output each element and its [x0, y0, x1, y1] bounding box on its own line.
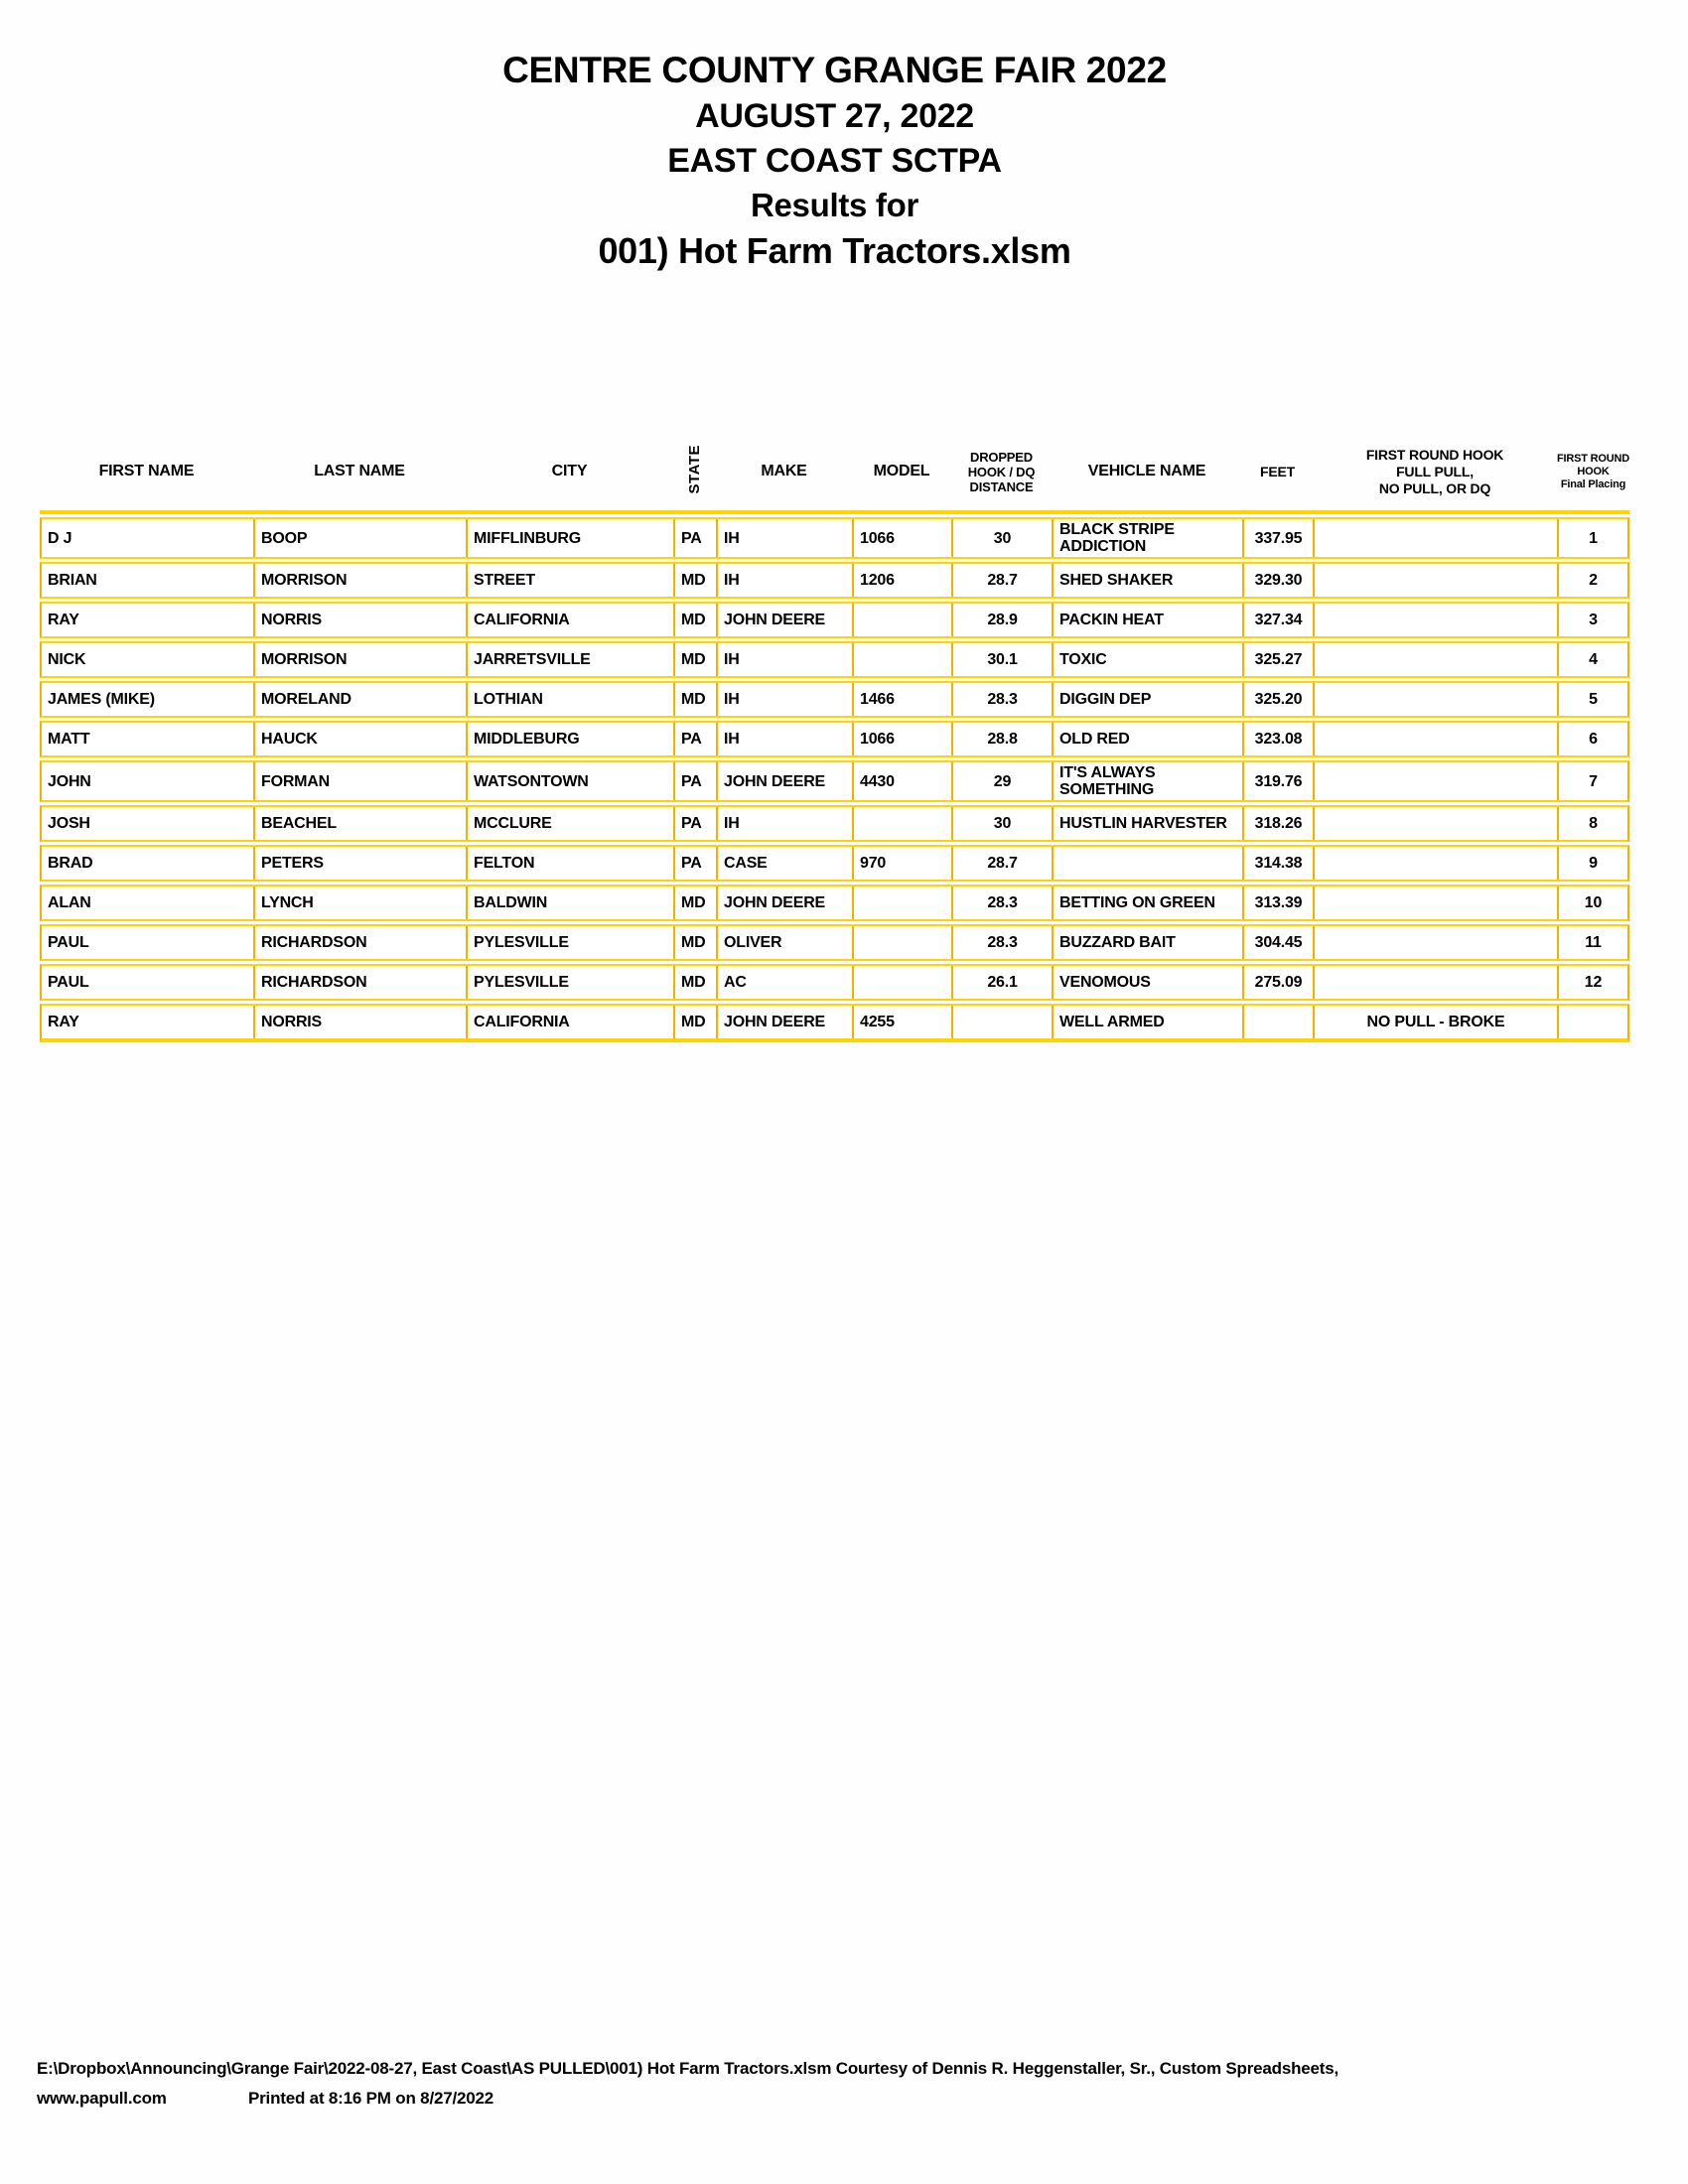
header-dropped-line1: DROPPED [970, 449, 1033, 465]
cell-feet: 327.34 [1244, 604, 1315, 636]
cell-first-round-hook [1315, 723, 1559, 755]
header-dropped-distance [951, 450, 1052, 494]
table-row [40, 721, 1629, 757]
cell-last-name: BEACHEL [255, 807, 468, 840]
cell-first-name: PAUL [42, 966, 255, 999]
results-for-label: Results for [750, 187, 919, 223]
cell-city: BALDWIN [468, 887, 675, 919]
cell-dropped-distance: 28.3 [953, 887, 1054, 919]
cell-vehicle-name: BUZZARD BAIT [1054, 926, 1244, 959]
header-state-label: STATE [686, 444, 703, 494]
cell-city: LOTHIAN [468, 683, 675, 716]
cell-model: 1066 [854, 519, 953, 557]
cell-first-round-hook: NO PULL - BROKE [1315, 1006, 1559, 1038]
cell-dropped-distance: 28.3 [953, 926, 1054, 959]
header-last-name: LAST NAME [314, 463, 405, 479]
table-row [40, 517, 1629, 559]
header-hook-line3: NO PULL, OR DQ [1378, 479, 1491, 496]
cell-city: PYLESVILLE [468, 966, 675, 999]
cell-state: MD [675, 1006, 718, 1038]
cell-first-name: JOHN [42, 762, 255, 800]
header-model: MODEL [873, 463, 930, 479]
footer-line2 [37, 2089, 1338, 2109]
cell-model [854, 926, 953, 959]
cell-first-name: ALAN [42, 887, 255, 919]
cell-feet: 304.45 [1244, 926, 1315, 959]
cell-first-name: BRIAN [42, 564, 255, 597]
cell-last-name: BOOP [255, 519, 468, 557]
cell-dropped-distance: 30.1 [953, 643, 1054, 676]
cell-city: PYLESVILLE [468, 926, 675, 959]
class-file-name: 001) Hot Farm Tractors.xlsm [598, 230, 1071, 271]
cell-vehicle-name: HUSTLIN HARVESTER [1054, 807, 1244, 840]
header-vehicle-name: VEHICLE NAME [1087, 463, 1206, 479]
cell-last-name: MORRISON [255, 643, 468, 676]
cell-model: 1206 [854, 564, 953, 597]
table-body [40, 517, 1629, 1042]
cell-final-placing: 11 [1585, 934, 1602, 951]
cell-last-name: NORRIS [255, 1006, 468, 1038]
table-row [40, 1004, 1629, 1042]
cell-last-name: MORRISON [255, 564, 468, 597]
cell-feet: 323.08 [1244, 723, 1315, 755]
cell-first-round-hook [1315, 762, 1559, 800]
table-row [40, 885, 1629, 921]
cell-first-name: PAUL [42, 926, 255, 959]
cell-feet: 319.76 [1244, 762, 1315, 800]
page-title: CENTRE COUNTY GRANGE FAIR 2022 [502, 50, 1167, 90]
cell-city: MCCLURE [468, 807, 675, 840]
cell-first-name: RAY [42, 604, 255, 636]
cell-feet: 314.38 [1244, 847, 1315, 880]
cell-vehicle-name: VENOMOUS [1054, 966, 1244, 999]
cell-last-name: HAUCK [255, 723, 468, 755]
footer-file-path: E:\Dropbox\Announcing\Grange Fair\2022-08-27, East Coast\AS PULLED\001) Hot Farm Tractors.xlsm Courtesy of Dennis R. Heggenstaller, Sr., Custom Spreadsheets, [37, 2059, 1339, 2078]
cell-vehicle-name: BLACK STRIPE ADDICTION [1054, 519, 1244, 557]
cell-dropped-distance: 28.7 [953, 847, 1054, 880]
cell-model: 970 [854, 847, 953, 880]
cell-first-name: JAMES (MIKE) [42, 683, 255, 716]
cell-vehicle-name: WELL ARMED [1054, 1006, 1244, 1038]
cell-last-name: RICHARDSON [255, 966, 468, 999]
cell-make: IH [718, 519, 854, 557]
cell-final-placing: 5 [1589, 691, 1598, 708]
cell-city: CALIFORNIA [468, 604, 675, 636]
cell-first-round-hook [1315, 519, 1559, 557]
cell-final-placing: 7 [1589, 772, 1598, 790]
cell-city: JARRETSVILLE [468, 643, 675, 676]
cell-last-name: PETERS [255, 847, 468, 880]
cell-make: JOHN DEERE [718, 762, 854, 800]
cell-state: MD [675, 683, 718, 716]
title-block [40, 52, 1629, 269]
cell-city: FELTON [468, 847, 675, 880]
cell-vehicle-name: TOXIC [1054, 643, 1244, 676]
cell-make: JOHN DEERE [718, 1006, 854, 1038]
cell-first-round-hook [1315, 604, 1559, 636]
cell-first-round-hook [1315, 887, 1559, 919]
cell-state: PA [675, 762, 718, 800]
cell-dropped-distance: 28.3 [953, 683, 1054, 716]
cell-make: IH [718, 564, 854, 597]
cell-make: IH [718, 683, 854, 716]
table-row [40, 924, 1629, 961]
cell-feet [1244, 1006, 1315, 1038]
cell-make: JOHN DEERE [718, 887, 854, 919]
header-divider-line [40, 510, 1629, 514]
cell-make: AC [718, 966, 854, 999]
cell-vehicle-name: DIGGIN DEP [1054, 683, 1244, 716]
cell-first-round-hook [1315, 926, 1559, 959]
cell-vehicle-name: IT'S ALWAYS SOMETHING [1054, 762, 1244, 800]
footer-printed-at: Printed at 8:16 PM on 8/27/2022 [248, 2089, 494, 2108]
page-footer [37, 2059, 1338, 2109]
header-placing-line3: Final Placing [1560, 478, 1626, 490]
cell-dropped-distance [953, 1006, 1054, 1038]
cell-final-placing: 6 [1589, 731, 1598, 748]
header-first-round-hook [1313, 447, 1557, 497]
cell-state: PA [675, 519, 718, 557]
header-placing-line1: FIRST ROUND [1557, 452, 1629, 465]
table-row [40, 641, 1629, 678]
cell-first-round-hook [1315, 683, 1559, 716]
table-row [40, 760, 1629, 802]
cell-state: MD [675, 926, 718, 959]
cell-first-name: BRAD [42, 847, 255, 880]
cell-state: MD [675, 604, 718, 636]
header-city: CITY [551, 463, 588, 479]
cell-final-placing: 12 [1584, 974, 1603, 991]
cell-make: CASE [718, 847, 854, 880]
cell-make: IH [718, 723, 854, 755]
cell-dropped-distance: 30 [953, 519, 1054, 557]
cell-model: 1066 [854, 723, 953, 755]
header-hook-line2: FULL PULL, [1396, 463, 1474, 479]
cell-feet: 325.27 [1244, 643, 1315, 676]
cell-last-name: RICHARDSON [255, 926, 468, 959]
header-hook-line1: FIRST ROUND HOOK [1365, 446, 1504, 463]
cell-feet: 329.30 [1244, 564, 1315, 597]
cell-first-round-hook [1315, 564, 1559, 597]
cell-last-name: FORMAN [255, 762, 468, 800]
table-header-row [40, 433, 1629, 510]
event-date: AUGUST 27, 2022 [695, 97, 974, 135]
cell-vehicle-name: SHED SHAKER [1054, 564, 1244, 597]
table-row [40, 602, 1629, 638]
cell-model [854, 807, 953, 840]
cell-state: PA [675, 807, 718, 840]
cell-make: IH [718, 807, 854, 840]
cell-dropped-distance: 28.8 [953, 723, 1054, 755]
cell-state: MD [675, 887, 718, 919]
cell-model [854, 604, 953, 636]
cell-first-round-hook [1315, 847, 1559, 880]
cell-final-placing [1559, 1006, 1627, 1038]
cell-vehicle-name: BETTING ON GREEN [1054, 887, 1244, 919]
cell-final-placing: 10 [1584, 894, 1603, 911]
cell-last-name: NORRIS [255, 604, 468, 636]
cell-vehicle-name [1054, 847, 1244, 880]
cell-city: CALIFORNIA [468, 1006, 675, 1038]
cell-feet: 275.09 [1244, 966, 1315, 999]
cell-first-round-hook [1315, 807, 1559, 840]
table-row [40, 681, 1629, 718]
cell-first-name: NICK [42, 643, 255, 676]
cell-model: 4255 [854, 1006, 953, 1038]
cell-first-name: D J [42, 519, 255, 557]
cell-last-name: MORELAND [255, 683, 468, 716]
header-placing-line2: HOOK [1577, 465, 1610, 478]
cell-dropped-distance: 29 [953, 762, 1054, 800]
header-state [673, 445, 716, 498]
table-row [40, 964, 1629, 1001]
cell-vehicle-name: OLD RED [1054, 723, 1244, 755]
cell-first-name: MATT [42, 723, 255, 755]
cell-model: 4430 [854, 762, 953, 800]
cell-model: 1466 [854, 683, 953, 716]
cell-feet: 337.95 [1244, 519, 1315, 557]
cell-state: MD [675, 564, 718, 597]
cell-final-placing: 1 [1589, 529, 1598, 547]
cell-state: MD [675, 966, 718, 999]
cell-city: MIFFLINBURG [468, 519, 675, 557]
table-row [40, 845, 1629, 882]
cell-first-round-hook [1315, 966, 1559, 999]
cell-model [854, 643, 953, 676]
results-table [40, 433, 1629, 1042]
association-name: EAST COAST SCTPA [667, 142, 1002, 180]
cell-dropped-distance: 28.7 [953, 564, 1054, 597]
header-first-name: FIRST NAME [98, 463, 195, 479]
cell-city: STREET [468, 564, 675, 597]
cell-state: MD [675, 643, 718, 676]
cell-final-placing: 9 [1589, 855, 1598, 872]
cell-make: JOHN DEERE [718, 604, 854, 636]
cell-feet: 318.26 [1244, 807, 1315, 840]
cell-first-round-hook [1315, 643, 1559, 676]
cell-final-placing: 2 [1589, 572, 1598, 589]
header-dropped-line3: DISTANCE [969, 478, 1034, 494]
cell-model [854, 966, 953, 999]
cell-dropped-distance: 26.1 [953, 966, 1054, 999]
cell-feet: 325.20 [1244, 683, 1315, 716]
cell-make: IH [718, 643, 854, 676]
cell-first-name: RAY [42, 1006, 255, 1038]
cell-vehicle-name: PACKIN HEAT [1054, 604, 1244, 636]
header-make: MAKE [761, 463, 807, 479]
cell-feet: 313.39 [1244, 887, 1315, 919]
cell-city: MIDDLEBURG [468, 723, 675, 755]
cell-city: WATSONTOWN [468, 762, 675, 800]
header-final-placing [1557, 453, 1629, 491]
cell-dropped-distance: 28.9 [953, 604, 1054, 636]
cell-final-placing: 8 [1589, 815, 1598, 832]
cell-final-placing: 3 [1589, 612, 1598, 628]
cell-final-placing: 4 [1589, 651, 1598, 668]
cell-last-name: LYNCH [255, 887, 468, 919]
table-row [40, 562, 1629, 599]
cell-model [854, 887, 953, 919]
cell-dropped-distance: 30 [953, 807, 1054, 840]
footer-website: www.papull.com [37, 2089, 167, 2108]
cell-make: OLIVER [718, 926, 854, 959]
table-row [40, 805, 1629, 842]
header-dropped-line2: HOOK / DQ [967, 464, 1036, 479]
cell-first-name: JOSH [42, 807, 255, 840]
cell-state: PA [675, 723, 718, 755]
header-feet: FEET [1260, 464, 1295, 479]
cell-state: PA [675, 847, 718, 880]
